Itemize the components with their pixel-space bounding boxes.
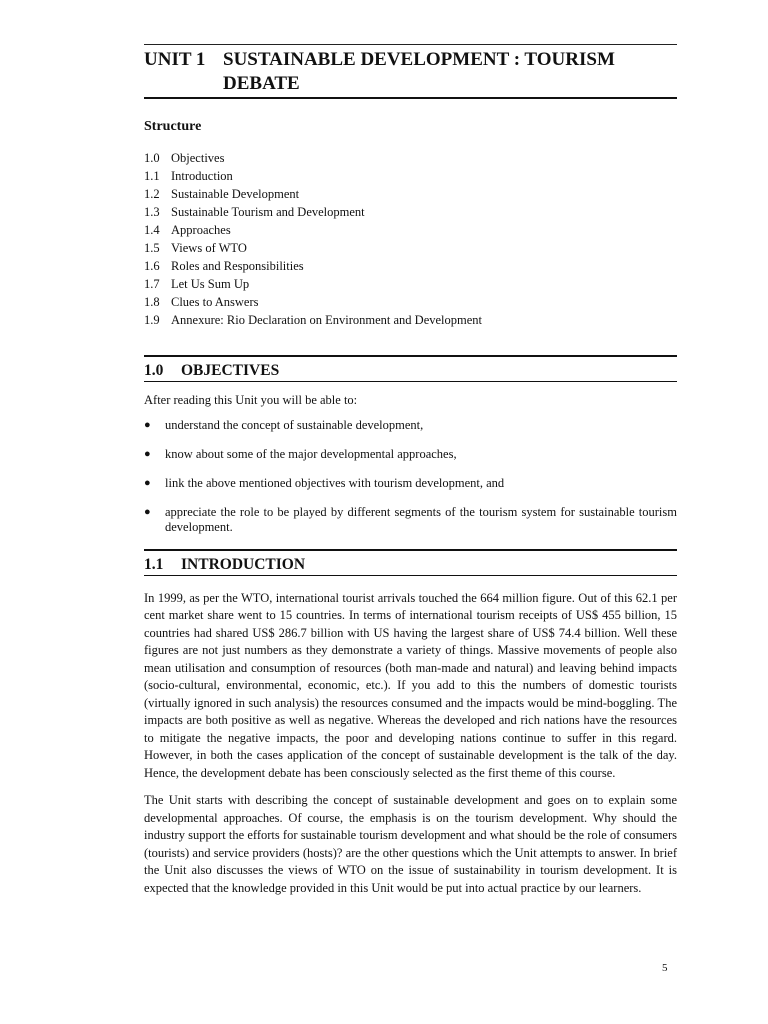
structure-item-label: Objectives <box>171 151 225 165</box>
structure-item-number: 1.0 <box>144 151 160 165</box>
unit-title <box>144 45 677 97</box>
bullet-icon: ● <box>144 418 151 431</box>
structure-item-label: Approaches <box>171 223 231 237</box>
objective-text: appreciate the role to be played by different segments of the tourism system for sustainable tourism development. <box>165 504 677 534</box>
objective-text: understand the concept of sustainable development, <box>165 417 424 432</box>
objective-text: know about some of the major developmental approaches, <box>165 446 457 461</box>
introduction-paragraph: The Unit starts with describing the concept of sustainable development and goes on to explain some developmental approaches. Of course, the emphasis is on the tourism development. Why should the industry support the efforts for sustainable tourism development and what should be the role of consumers (tourists) and service providers (hosts)? are the other questions which the Unit attempts to answer. In brief the Unit also discusses the views of WTO on the issue of sustainability in tourism development. It is expected that the knowledge provided in this Unit would be put into actual practice by our learners. <box>144 793 677 895</box>
structure-item <box>144 221 677 239</box>
section-number: 1.1 <box>144 555 164 573</box>
structure-item <box>144 203 677 221</box>
objective-item <box>144 418 677 433</box>
objective-item <box>144 447 677 462</box>
structure-item-label: Annexure: Rio Declaration on Environment and Development <box>171 313 483 327</box>
structure-item <box>144 149 677 167</box>
page-number: 5 <box>662 962 668 974</box>
objectives-list <box>144 418 677 535</box>
unit-number: UNIT 1 <box>144 49 206 70</box>
structure-item <box>144 257 677 275</box>
structure-item <box>144 185 677 203</box>
objective-item <box>144 476 677 491</box>
structure-item-number: 1.5 <box>144 241 160 255</box>
objective-item <box>144 505 677 535</box>
unit-title-line-2: DEBATE <box>223 73 300 94</box>
section-title: OBJECTIVES <box>181 362 280 379</box>
unit-title-text <box>223 48 677 96</box>
structure-item-number: 1.4 <box>144 223 160 237</box>
document-page <box>144 44 677 897</box>
objective-text: link the above mentioned objectives with tourism development, and <box>165 475 505 490</box>
bullet-icon: ● <box>144 447 151 460</box>
section-title: INTRODUCTION <box>181 555 306 573</box>
structure-item-label: Roles and Responsibilities <box>171 259 304 273</box>
objectives-intro: After reading this Unit you will be able to: <box>144 393 358 407</box>
structure-item-label: Sustainable Development <box>171 187 300 201</box>
structure-item-number: 1.8 <box>144 295 160 309</box>
structure-list <box>144 149 677 329</box>
structure-item-number: 1.7 <box>144 277 160 291</box>
structure-item-number: 1.6 <box>144 259 160 273</box>
structure-item-number: 1.1 <box>144 169 160 183</box>
structure-item-label: Views of WTO <box>171 241 247 255</box>
structure-item-label: Introduction <box>171 169 233 183</box>
introduction-paragraph: In 1999, as per the WTO, international tourist arrivals touched the 664 million figure. Out of this 62.1 per cent market share went to 15 countries. In terms of international tourism receipts of US$ 455 billion, 15 countries had shared US$ 286.7 billion with US having the largest share of US$ 74.4 billion. Well these figures are not just numbers as they demonstrate a variety of things. Massive movements of people also mean utilisation and consumption of resources (both man-made and natural) and leaving behind impacts (socio-cultural, environmental, economic, etc.). If you add to this the numbers of domestic tourists (virtually ignored in such analysis) the resources consumed and the impacts would be mind-boggling. The impacts are both positive as well as negative. Whereas the developed and rich nations have the resources to mitigate the negative impacts, the poor and developing nations continue to suffer in this regard. However, in both the cases application of the concept of sustainable development is the talk of the day. Hence, the development debate has been consciously selected as the first theme of this course. <box>144 590 677 780</box>
structure-item <box>144 293 677 311</box>
structure-item-number: 1.9 <box>144 313 160 327</box>
structure-item-label: Sustainable Tourism and Development <box>171 205 365 219</box>
structure-item-label: Let Us Sum Up <box>171 277 250 291</box>
objectives-section <box>144 355 677 535</box>
section-bottom-rule <box>144 575 677 576</box>
structure-item <box>144 239 677 257</box>
structure-heading: Structure <box>144 119 202 134</box>
structure-item-label: Clues to Answers <box>171 295 259 309</box>
structure-item-number: 1.3 <box>144 205 160 219</box>
section-heading <box>144 551 677 575</box>
section-heading <box>144 357 677 381</box>
section-number: 1.0 <box>144 362 164 379</box>
structure-item <box>144 311 677 329</box>
unit-title-line-1: SUSTAINABLE DEVELOPMENT : TOURISM <box>223 49 615 70</box>
unit-title-bottom-rule <box>144 97 677 99</box>
structure-item-number: 1.2 <box>144 187 160 201</box>
bullet-icon: ● <box>144 476 151 489</box>
structure-item <box>144 167 677 185</box>
introduction-section <box>144 549 677 898</box>
section-bottom-rule <box>144 381 677 382</box>
structure-item <box>144 275 677 293</box>
bullet-icon: ● <box>144 505 151 518</box>
